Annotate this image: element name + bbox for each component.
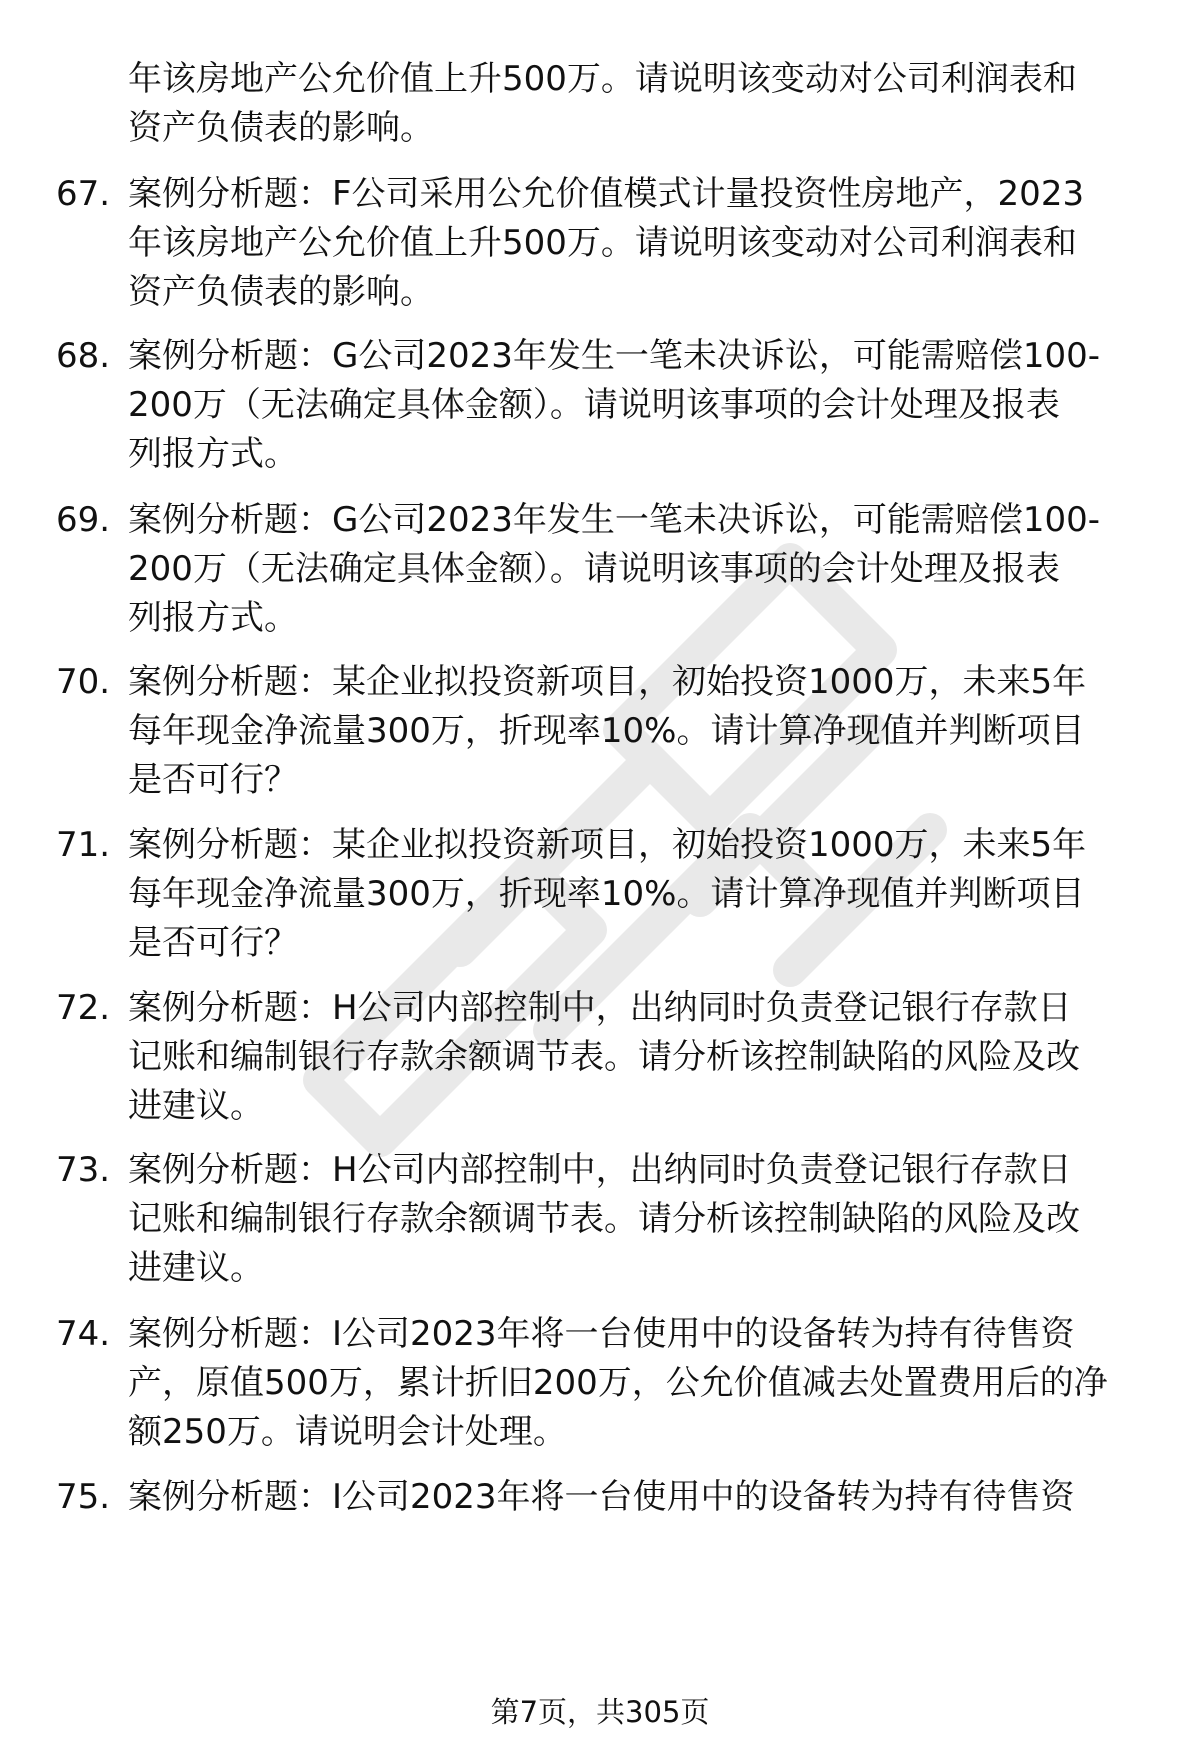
question-number: 73. bbox=[56, 1150, 111, 1190]
page-number-footer: 第7页，共305页 bbox=[490, 1695, 710, 1729]
question-number: 69. bbox=[56, 500, 111, 540]
text-line: 列报方式。 bbox=[128, 598, 298, 638]
question-number: 67. bbox=[56, 174, 111, 214]
text-line: 案例分析题：H公司内部控制中，出纳同时负责登记银行存款日 bbox=[128, 1150, 1072, 1190]
text-line: 案例分析题：H公司内部控制中，出纳同时负责登记银行存款日 bbox=[128, 988, 1072, 1028]
text-line: 资产负债表的影响。 bbox=[128, 272, 434, 312]
question-number: 75. bbox=[56, 1477, 111, 1517]
text-line: 产，原值500万，累计折旧200万，公允价值减去处置费用后的净 bbox=[128, 1363, 1108, 1403]
text-line: 每年现金净流量300万，折现率10%。请计算净现值并判断项目 bbox=[128, 874, 1085, 914]
text-line: 进建议。 bbox=[128, 1086, 264, 1126]
question-text bbox=[128, 1146, 1158, 1293]
text-line: 资产负债表的影响。 bbox=[128, 108, 434, 148]
question-number: 72. bbox=[56, 988, 111, 1028]
text-line: 案例分析题：I公司2023年将一台使用中的设备转为持有待售资 bbox=[128, 1477, 1075, 1517]
text-line: 是否可行？ bbox=[128, 923, 298, 963]
text-line: 年该房地产公允价值上升500万。请说明该变动对公司利润表和 bbox=[128, 59, 1077, 99]
question-text bbox=[128, 658, 1158, 805]
question-text bbox=[128, 1473, 1158, 1522]
question-text bbox=[128, 984, 1158, 1131]
text-line: 案例分析题：I公司2023年将一台使用中的设备转为持有待售资 bbox=[128, 1314, 1075, 1354]
question-number: 68. bbox=[56, 336, 111, 376]
text-line: 200万（无法确定具体金额）。请说明该事项的会计处理及报表 bbox=[128, 385, 1060, 425]
question-text bbox=[128, 170, 1158, 317]
text-line: 200万（无法确定具体金额）。请说明该事项的会计处理及报表 bbox=[128, 549, 1060, 589]
text-line: 记账和编制银行存款余额调节表。请分析该控制缺陷的风险及改 bbox=[128, 1199, 1080, 1239]
question-number: 74. bbox=[56, 1314, 111, 1354]
question-text bbox=[128, 1310, 1158, 1457]
question-number: 71. bbox=[56, 825, 111, 865]
question-text bbox=[128, 496, 1158, 643]
text-line: 每年现金净流量300万，折现率10%。请计算净现值并判断项目 bbox=[128, 711, 1085, 751]
question-text bbox=[128, 332, 1158, 479]
text-line: 进建议。 bbox=[128, 1248, 264, 1288]
text-line: 案例分析题：某企业拟投资新项目，初始投资1000万，未来5年 bbox=[128, 825, 1087, 865]
text-line: 记账和编制银行存款余额调节表。请分析该控制缺陷的风险及改 bbox=[128, 1037, 1080, 1077]
text-line: 案例分析题：某企业拟投资新项目，初始投资1000万，未来5年 bbox=[128, 662, 1087, 702]
text-line: 案例分析题：F公司采用公允价值模式计量投资性房地产，2023 bbox=[128, 174, 1085, 214]
text-line: 额250万。请说明会计处理。 bbox=[128, 1412, 567, 1452]
text-line: 列报方式。 bbox=[128, 434, 298, 474]
question-text bbox=[128, 821, 1158, 968]
text-line: 是否可行？ bbox=[128, 760, 298, 800]
text-line: 案例分析题：G公司2023年发生一笔未决诉讼，可能需赔偿100- bbox=[128, 500, 1101, 540]
text-line: 年该房地产公允价值上升500万。请说明该变动对公司利润表和 bbox=[128, 223, 1077, 263]
text-line: 案例分析题：G公司2023年发生一笔未决诉讼，可能需赔偿100- bbox=[128, 336, 1101, 376]
question-number: 70. bbox=[56, 662, 111, 702]
question-text bbox=[128, 55, 1158, 153]
